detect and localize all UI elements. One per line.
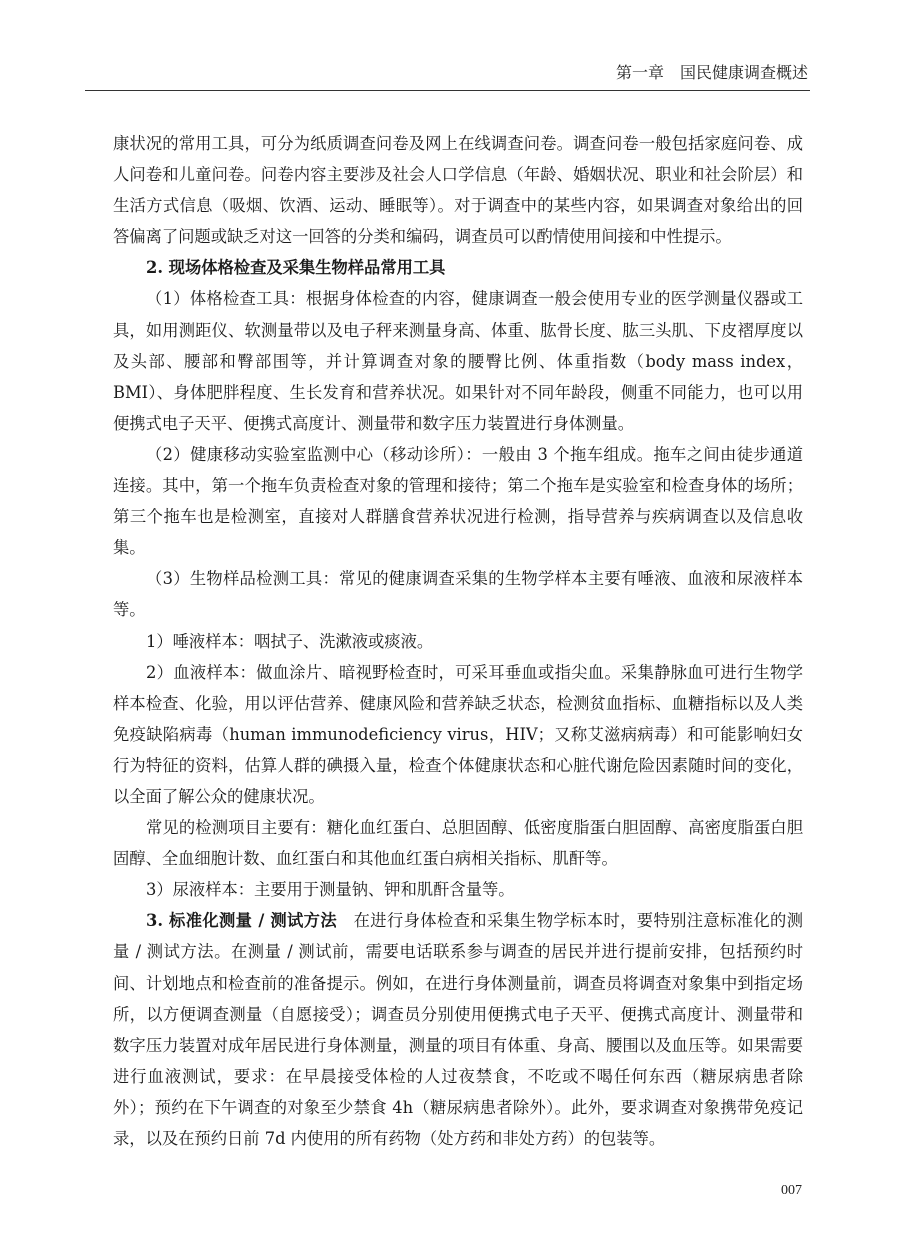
running-header: [85, 58, 810, 91]
paragraph-saliva-sample: 1）唾液样本：咽拭子、洗漱液或痰液。: [146, 631, 434, 651]
paragraph-physical-exam-tools: （1）体格检查工具：根据身体检查的内容，健康调查一般会使用专业的医学测量仪器或工具，如用测距仪、软测量带以及电子秤来测量身高、体重、肱骨长度、肱三头肌、下皮褶厚度以及头部、腰部和臀部围等，并计算调查对象的腰臀比例、体重指数（body mass index，BMI）、身体肥胖程度、生长发育和营养状况。如果针对不同年龄段，侧重不同能力，也可以用便携式电子天平、便携式高度计、测量带和数字压力装置进行身体测量。: [113, 289, 803, 433]
section-heading-2: 2. 现场体格检查及采集生物样品常用工具: [146, 258, 446, 278]
paragraph-mobile-lab: （2）健康移动实验室监测中心（移动诊所）：一般由 3 个拖车组成。拖车之间由徒步通道连接。其中，第一个拖车负责检查对象的管理和接待；第二个拖车是实验室和检查身体的场所；第三个拖车也是检测室，直接对人群膳食营养状况进行检测，指导营养与疾病调查以及信息收集。: [113, 444, 803, 558]
paragraph-bio-sample-tools: （3）生物样品检测工具：常见的健康调查采集的生物学样本主要有唾液、血液和尿液样本等。: [113, 569, 803, 620]
paragraph-blood-sample: 2）血液样本：做血涂片、暗视野检查时，可采耳垂血或指尖血。采集静脉血可进行生物学样本检查、化验，用以评估营养、健康风险和营养缺乏状态，检测贫血指标、血糖指标以及人类免疫缺陷病毒（human immunodeficiency virus，HIV；又称艾滋病病毒）和可能影响妇女行为特征的资料，估算人群的碘摄入量，检查个体健康状态和心脏代谢危险因素随时间的变化，以全面了解公众的健康状况。: [113, 662, 803, 806]
section-heading-3: 3. 标准化测量 / 测试方法: [146, 911, 337, 931]
page-body: [113, 128, 803, 1154]
paragraph-standardized-methods: [113, 905, 803, 1154]
paragraph-urine-sample: 3）尿液样本：主要用于测量钠、钾和肌酐含量等。: [146, 880, 515, 900]
chapter-title: 第一章 国民健康调查概述: [615, 63, 808, 82]
standardized-methods-text: 在进行身体检查和采集生物学标本时，要特别注意标准化的测量 / 测试方法。在测量 / 测试前，需要电话联系参与调查的居民并进行提前安排，包括预约时间、计划地点和检查前的准备提示。例如，在进行身体测量前，调查员将调查对象集中到指定场所，以方便调查测量（自愿接受）；调查员分别使用便携式电子天平、便携式高度计、测量带和数字压力装置对成年居民进行身体测量，测量的项目有体重、身高、腰围以及血压等。如果需要进行血液测试，要求：在早晨接受体检的人过夜禁食，不吃或不喝任何东西（糖尿病患者除外）；预约在下午调查的对象至少禁食 4h（糖尿病患者除外）。此外，要求调查对象携带免疫记录，以及在预约日前 7d 内使用的所有药物（处方药和非处方药）的包装等。: [113, 911, 803, 1148]
paragraph-test-items: 常见的检测项目主要有：糖化血红蛋白、总胆固醇、低密度脂蛋白胆固醇、高密度脂蛋白胆固醇、全血细胞计数、血红蛋白和其他血红蛋白病相关指标、肌酐等。: [113, 818, 803, 869]
paragraph-questionnaire: 康状况的常用工具，可分为纸质调查问卷及网上在线调查问卷。调查问卷一般包括家庭问卷、成人问卷和儿童问卷。问卷内容主要涉及社会人口学信息（年龄、婚姻状况、职业和社会阶层）和生活方式信息（吸烟、饮酒、运动、睡眠等）。对于调查中的某些内容，如果调查对象给出的回答偏离了问题或缺乏对这一回答的分类和编码，调查员可以酌情使用间接和中性提示。: [113, 134, 803, 247]
page-number: 007: [781, 1183, 802, 1198]
